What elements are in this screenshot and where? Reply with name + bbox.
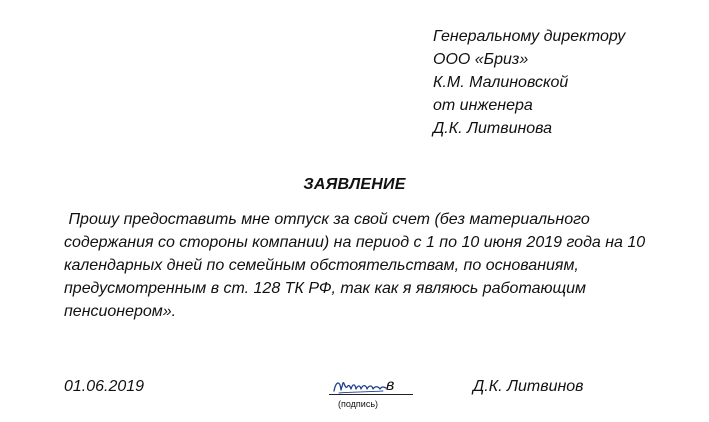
application-date: 01.06.2019 bbox=[64, 378, 145, 395]
sender-position: от инженера bbox=[433, 97, 533, 114]
signature-line bbox=[329, 394, 413, 395]
sender-name: Д.К. Литвинова bbox=[433, 120, 553, 137]
addressee-block bbox=[433, 25, 703, 140]
addressee-name: К.М. Малиновской bbox=[433, 74, 569, 91]
addressee-company: ООО «Бриз» bbox=[433, 51, 529, 68]
signature-caption: (подпись) bbox=[337, 399, 379, 409]
body-line: содержания со стороны компании) на период с 1 по 10 июня 2019 года на 10 bbox=[64, 234, 646, 251]
signature-tail-letter: в bbox=[386, 377, 395, 394]
document-title: ЗАЯВЛЕНИЕ bbox=[303, 176, 406, 193]
addressee-position: Генеральному директору bbox=[433, 28, 626, 45]
body-line: предусмотренным в ст. 128 ТК РФ, так как я являюсь работающим bbox=[64, 280, 586, 297]
body-line: пенсионером». bbox=[64, 303, 177, 320]
body-line: календарных дней по семейным обстоятельствам, по основаниям, bbox=[64, 257, 579, 274]
body-line: Прошу предоставить мне отпуск за свой счет (без материального bbox=[64, 211, 590, 228]
signer-name: Д.К. Литвинов bbox=[473, 378, 584, 395]
application-body bbox=[64, 208, 704, 323]
signature-block bbox=[329, 373, 415, 413]
